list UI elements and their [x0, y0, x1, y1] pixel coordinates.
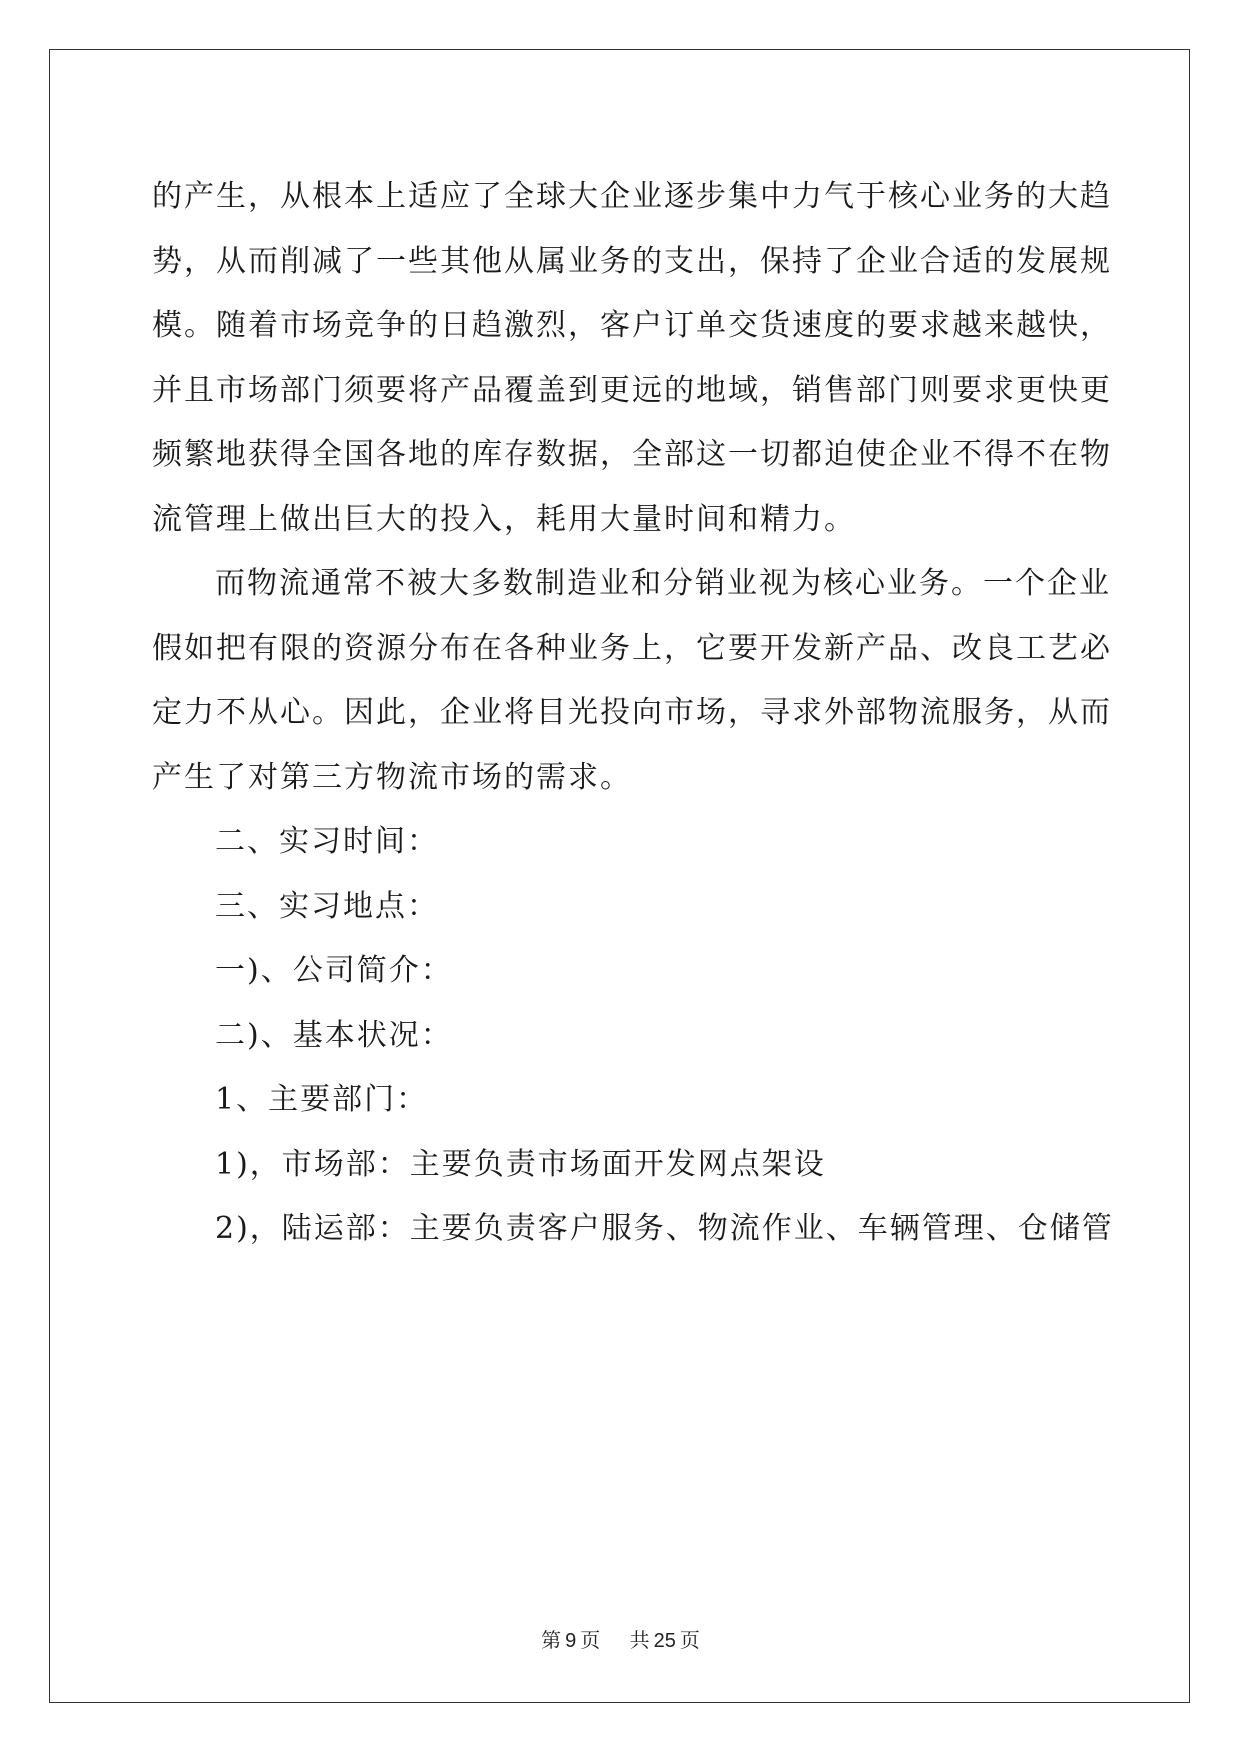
- total-prefix: 共: [629, 1628, 650, 1652]
- text-line: 模。随着市场竞争的日趋激烈，客户订单交货速度的要求越来越快，: [152, 308, 1112, 343]
- page-suffix: 页: [580, 1628, 601, 1652]
- page-footer: [0, 1624, 1241, 1653]
- page-prefix: 第: [541, 1628, 562, 1652]
- text-line: 的产生，从根本上适应了全球大企业逐步集中力气于核心业务的大趋: [152, 179, 1112, 214]
- text-line: 频繁地获得全国各地的库存数据，全部这一切都迫使企业不得不在物: [152, 437, 1112, 472]
- list-item: 1)，市场部：主要负责市场面开发网点架设: [215, 1146, 826, 1182]
- paragraph-start-line: 而物流通常不被大多数制造业和分销业视为核心业务。一个企业: [215, 566, 1111, 601]
- document-body: [152, 165, 1114, 1262]
- text-line: 假如把有限的资源分布在各种业务上，它要开发新产品、改良工艺必: [152, 630, 1112, 666]
- text-line: 产生了对第三方物流市场的需求。: [152, 759, 632, 795]
- subsection-heading: 二)、基本状况：: [215, 1017, 453, 1053]
- text-line: 势，从而削减了一些其他从属业务的支出，保持了企业合适的发展规: [152, 243, 1112, 279]
- text-line: 流管理上做出巨大的投入，耗用大量时间和精力。: [152, 501, 856, 537]
- subsection-heading: 一)、公司简介：: [215, 953, 453, 988]
- total-pages: 25: [653, 1630, 676, 1652]
- total-suffix: 页: [679, 1628, 700, 1652]
- text-line: 并且市场部门须要将产品覆盖到更远的地域，销售部门则要求更快更: [152, 372, 1112, 408]
- list-heading: 1、主要部门：: [215, 1082, 429, 1117]
- list-item: 2)，陆运部：主要负责客户服务、物流作业、车辆管理、仓储管: [215, 1211, 1114, 1246]
- text-line: 定力不从心。因此，企业将目光投向市场，寻求外部物流服务，从而: [152, 695, 1112, 730]
- page-number: 9: [565, 1630, 577, 1652]
- section-heading: 三、实习地点：: [215, 888, 439, 924]
- section-heading: 二、实习时间：: [215, 824, 439, 859]
